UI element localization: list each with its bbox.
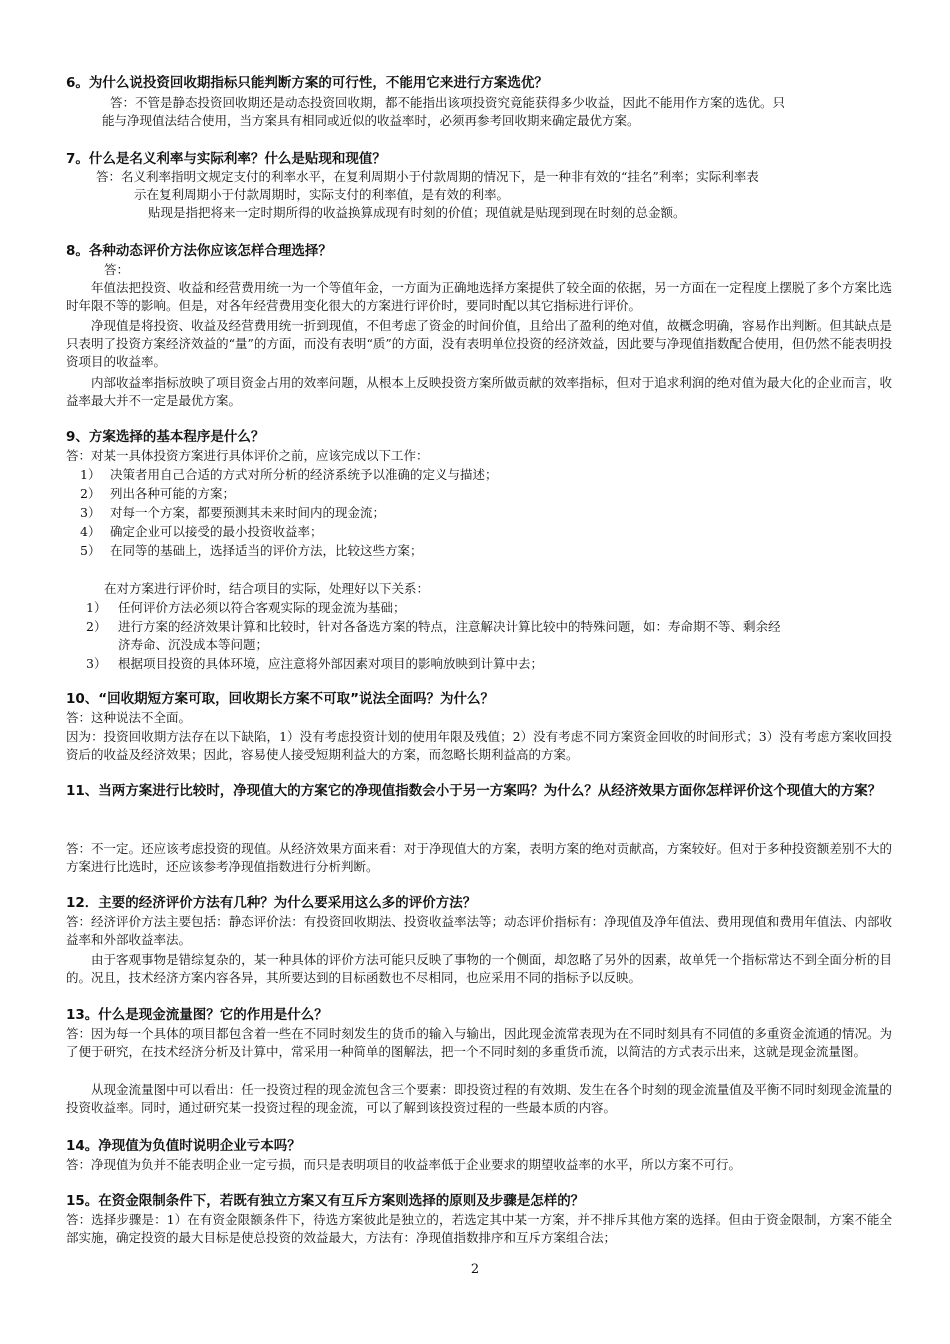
step-3-number: 3）: [80, 505, 101, 520]
answer-13-paragraph-1: 答：因为每一个具体的项目都包含着一些在不同时刻发生的货币的输入与输出，因此现金流常表现为在不同时刻具有不同值的多重资金流通的情况。为了便于研究，在技术经济分析及计算中，常采用一种简单的图解法，把一个不同时刻的多重货币流，以简洁的方式表示出来，这就是现金流量图。: [66, 1026, 892, 1059]
answer-9-intro: 答：对某一具体投资方案进行具体评价之前，应该完成以下工作：: [66, 448, 429, 463]
relation-2-text-line-1: 进行方案的经济效果计算和比较时，针对各备选方案的特点，注意解决计算比较中的特殊问题，如：寿命期不等、剩余经: [118, 619, 781, 634]
step-1-number: 1）: [80, 467, 101, 482]
question-12-title: 12．主要的经济评价方法有几种？为什么要采用这么多的评价方法？: [66, 895, 477, 911]
answer-8-paragraph-2: 净现值是将投资、收益及经营费用统一折到现值，不但考虑了资金的时间价值，且给出了盈利的绝对值，故概念明确，容易作出判断。但其缺点是只表明了投资方案经济效益的“量”的方面，而没有表明“质”的方面，没有表明单位投资的经济效益，因此要与净现值指数配合使用，但仍然不能表明投资项目的收益率。: [66, 318, 892, 369]
answer-8-paragraph-1: 年值法把投资、收益和经营费用统一为一个等值年金，一方面为正确地选择方案提供了较全面的依据，另一方面在一定程度上摆脱了多个方案比选时年限不等的影响。但是，对各年经营费用变化很大的方案进行评价时，要同时配以其它指标进行评价。: [66, 280, 892, 313]
answer-10-line-1: 答：这种说法不全面。: [66, 710, 192, 725]
relation-3-number: 3）: [86, 656, 107, 671]
answer-9-intro-2: 在对方案进行评价时，结合项目的实际，处理好以下关系：: [104, 581, 430, 596]
answer-6-line-1: 答：不管是静态投资回收期还是动态投资回收期，都不能指出该项投资究竟能获得多少收益，因此不能用作方案的选优。只: [110, 95, 786, 110]
question-6-title: 6。为什么说投资回收期指标只能判断方案的可行性，不能用它来进行方案选优？: [66, 75, 548, 91]
answer-11-paragraph: 答：不一定。还应该考虑投资的现值。从经济效果方面来看：对于净现值大的方案，表明方案的绝对贡献高，方案较好。但对于多种投资额差别不大的方案进行比选时，还应该参考净现值指数进行分析判断。: [66, 841, 892, 874]
answer-8-paragraph-3: 内部收益率指标放映了项目资金占用的效率问题，从根本上反映投资方案所做贡献的效率指标，但对于追求利润的绝对值为最大化的企业而言，收益率最大并不一定是最优方案。: [66, 375, 892, 408]
question-14-title: 14。净现值为负值时说明企业亏本吗？: [66, 1138, 301, 1154]
page-number: 2: [470, 1262, 480, 1277]
relation-1-number: 1）: [86, 600, 107, 615]
answer-13-paragraph-2: 从现金流量图中可以看出：任一投资过程的现金流包含三个要素：即投资过程的有效期、发生在各个时刻的现金流量值及平衡不同时刻现金流量的投资收益率。同时，通过研究某一投资过程的现金流，可以了解到该投资过程的一些最本质的内容。: [66, 1082, 892, 1115]
relation-1-text: 任何评价方法必须以符合客观实际的现金流为基础；: [118, 600, 406, 615]
step-4-text: 确定企业可以接受的最小投资收益率；: [110, 524, 323, 539]
question-9-title: 9、方案选择的基本程序是什么？: [66, 429, 265, 445]
answer-12-paragraph-2: 由于客观事物是错综复杂的，某一种具体的评价方法可能只反映了事物的一个侧面，却忽略了另外的因素，故单凭一个指标常达不到全面分析的目的。况且，技术经济方案内容各异，其所要达到的目标函数也不尽相同，也应采用不同的指标予以反映。: [66, 952, 892, 985]
step-4-number: 4）: [80, 524, 101, 539]
question-13-title: 13。什么是现金流量图？它的作用是什么？: [66, 1007, 328, 1023]
answer-7-line-3: 贴现是指把将来一定时期所得的收益换算成现有时刻的价值；现值就是贴现到现在时刻的总金额。: [148, 205, 686, 220]
answer-14-paragraph: 答：净现值为负并不能表明企业一定亏损，而只是表明项目的收益率低于企业要求的期望收益率的水平，所以方案不可行。: [66, 1157, 742, 1172]
step-1-text: 决策者用自己合适的方式对所分析的经济系统予以准确的定义与描述；: [110, 467, 498, 482]
question-8-title: 8。各种动态评价方法你应该怎样合理选择？: [66, 243, 332, 259]
answer-7-line-1: 答：名义利率指明文规定支付的利率水平，在复利周期小于付款周期的情况下，是一种非有效的“挂名”利率；实际利率表: [96, 169, 759, 184]
answer-12-paragraph-1: 答：经济评价方法主要包括：静态评价法：有投资回收期法、投资收益率法等；动态评价指标有：净现值及净年值法、费用现值和费用年值法、内部收益率和外部收益率法。: [66, 914, 892, 947]
step-2-number: 2）: [80, 486, 101, 501]
question-7-title: 7。什么是名义利率与实际利率？什么是贴现和现值？: [66, 151, 386, 167]
relation-2-number: 2）: [86, 619, 107, 634]
answer-10-paragraph: 因为：投资回收期方法存在以下缺陷，1）没有考虑投资计划的使用年限及残值；2）没有考虑不同方案资金回收的时间形式；3）没有考虑方案收回投资后的收益及经济效果；因此，容易使人接受短期利益大的方案，而忽略长期利益高的方案。: [66, 729, 892, 762]
step-2-text: 列出各种可能的方案；: [110, 486, 236, 501]
relation-2-text-line-2: 济寿命、沉没成本等问题；: [118, 637, 269, 652]
step-5-text: 在同等的基础上，选择适当的评价方法，比较这些方案；: [110, 543, 423, 558]
question-10-title: 10、“回收期短方案可取，回收期长方案不可取”说法全面吗？为什么？: [66, 691, 495, 707]
answer-15-paragraph: 答：选择步骤是：1）在有资金限额条件下，待选方案彼此是独立的，若选定其中某一方案，并不排斥其他方案的选择。但由于资金限制，方案不能全部实施，确定投资的最大目标是使总投资的效益最大，方法有：净现值指数排序和互斥方案组合法；: [66, 1212, 892, 1245]
question-11-title: 11、当两方案进行比较时，净现值大的方案它的净现值指数会小于另一方案吗？为什么？从经济效果方面你怎样评价这个现值大的方案？: [66, 783, 882, 799]
answer-6-line-2: 能与净现值法结合使用，当方案具有相同或近似的收益率时，必须再参考回收期来确定最优方案。: [102, 113, 640, 128]
answer-8-label: 答：: [104, 262, 130, 277]
step-3-text: 对每一个方案，都要预测其未来时间内的现金流；: [110, 505, 386, 520]
answer-7-line-2: 示在复利周期小于付款周期时，实际支付的利率值，是有效的利率。: [134, 187, 510, 202]
relation-3-text: 根据项目投资的具体环境，应注意将外部因素对项目的影响放映到计算中去；: [118, 656, 544, 671]
step-5-number: 5）: [80, 543, 101, 558]
question-15-title: 15。在资金限制条件下，若既有独立方案又有互斥方案则选择的原则及步骤是怎样的？: [66, 1193, 585, 1209]
